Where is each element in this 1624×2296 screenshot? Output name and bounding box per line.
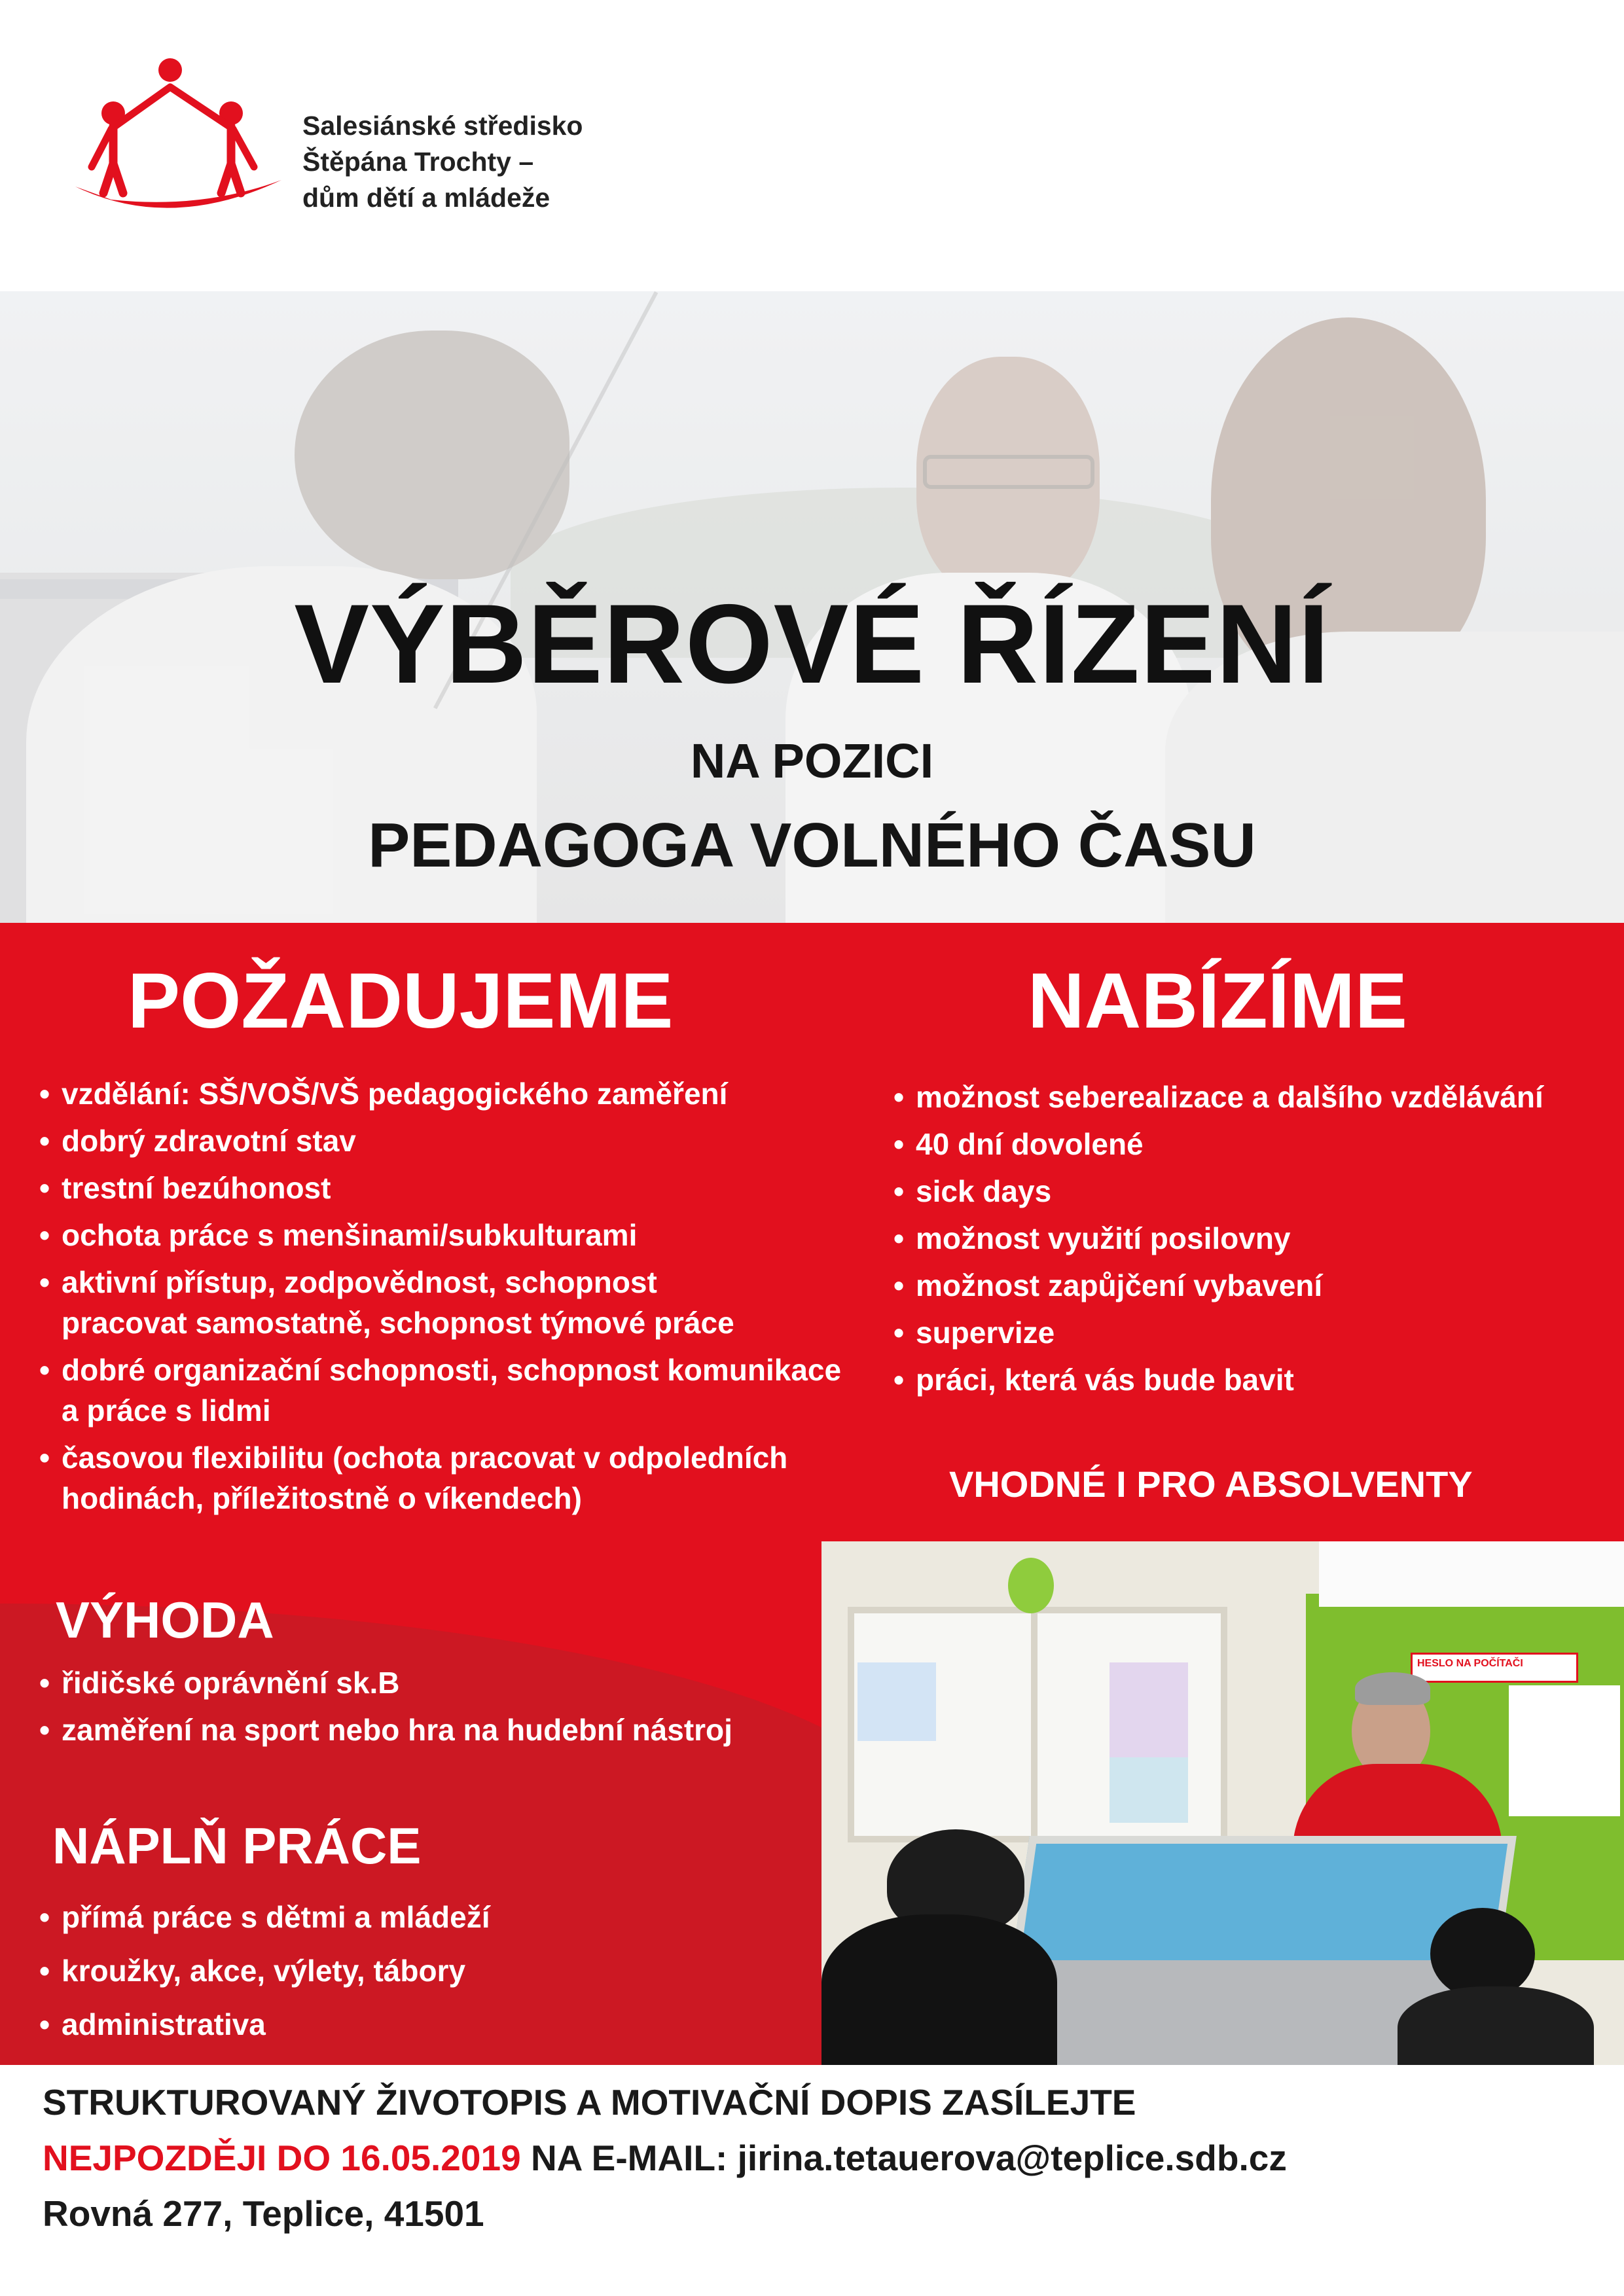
postal-address: Rovná 277, Teplice, 41501 <box>43 2193 484 2234</box>
list-item: • 40 dní dovolené <box>893 1124 1600 1164</box>
advantage-list <box>39 1662 812 1750</box>
graduates-note: VHODNÉ I PRO ABSOLVENTY <box>949 1463 1473 1505</box>
application-instructions: STRUKTUROVANÝ ŽIVOTOPIS A MOTIVAČNÍ DOPIS ZASÍLEJTE <box>43 2082 1136 2123</box>
requirements-list <box>39 1073 844 1518</box>
requirements-heading: POŽADUJEME <box>128 957 674 1045</box>
list-item: • zaměření na sport nebo hra na hudební nástroj <box>39 1710 812 1750</box>
list-item: • možnost využití posilovny <box>893 1218 1600 1259</box>
list-item: • řidičské oprávnění sk.B <box>39 1662 812 1703</box>
offers-list <box>893 1077 1600 1400</box>
page-title: VÝBĚROVÉ ŘÍZENÍ <box>294 581 1330 707</box>
position-title: PEDAGOGA VOLNÉHO ČASU <box>368 810 1256 880</box>
list-item: • supervize <box>893 1312 1600 1353</box>
list-item: • trestní bezúhonost <box>39 1168 844 1208</box>
email-address[interactable]: NA E-MAIL: jirina.tetauerova@teplice.sdb.cz <box>520 2138 1287 2178</box>
list-item: • možnost seberealizace a dalšího vzdělávání <box>893 1077 1600 1117</box>
list-item: • dobré organizační schopnosti, schopnost komunikace a práce s lidmi <box>39 1350 847 1431</box>
list-item: • ochota práce s menšinami/subkulturami <box>39 1215 844 1255</box>
list-item: • časovou flexibilitu (ochota pracovat v odpoledních hodinách, příležitostně o víkendech) <box>39 1437 814 1518</box>
job-content-list <box>39 1897 812 2045</box>
organization-name-line: dům dětí a mládeže <box>302 183 550 213</box>
list-item: • práci, která vás bude bavit <box>893 1359 1600 1400</box>
list-item: • dobrý zdravotní stav <box>39 1121 844 1161</box>
deadline-and-email <box>43 2137 1287 2179</box>
wall-sign: HESLO NA POČÍTAČI <box>1417 1658 1523 1669</box>
list-item: • možnost zapůjčení vybavení <box>893 1265 1600 1306</box>
offers-heading: NABÍZÍME <box>1028 957 1407 1045</box>
job-content-heading: NÁPLŇ PRÁCE <box>52 1817 422 1874</box>
list-item: • aktivní přístup, zodpovědnost, schopnost pracovat samostatně, schopnost týmové práce <box>39 1262 768 1343</box>
list-item: • sick days <box>893 1171 1600 1211</box>
advantage-heading: VÝHODA <box>56 1591 274 1649</box>
list-item: • administrativa <box>39 2004 812 2045</box>
organization-name <box>302 108 583 216</box>
foosball-photo <box>821 1541 1624 2065</box>
deadline: NEJPOZDĚJI DO 16.05.2019 <box>43 2138 521 2178</box>
organization-name-line: Štěpána Trochty – <box>302 147 534 177</box>
page-subtitle: NA POZICI <box>690 734 934 788</box>
list-item: • vzdělání: SŠ/VOŠ/VŠ pedagogického zaměření <box>39 1073 844 1114</box>
list-item: • přímá práce s dětmi a mládeží <box>39 1897 812 1937</box>
list-item: • kroužky, akce, výlety, tábory <box>39 1950 812 1991</box>
organization-logo <box>72 56 288 226</box>
organization-name-line: Salesiánské středisko <box>302 111 583 141</box>
